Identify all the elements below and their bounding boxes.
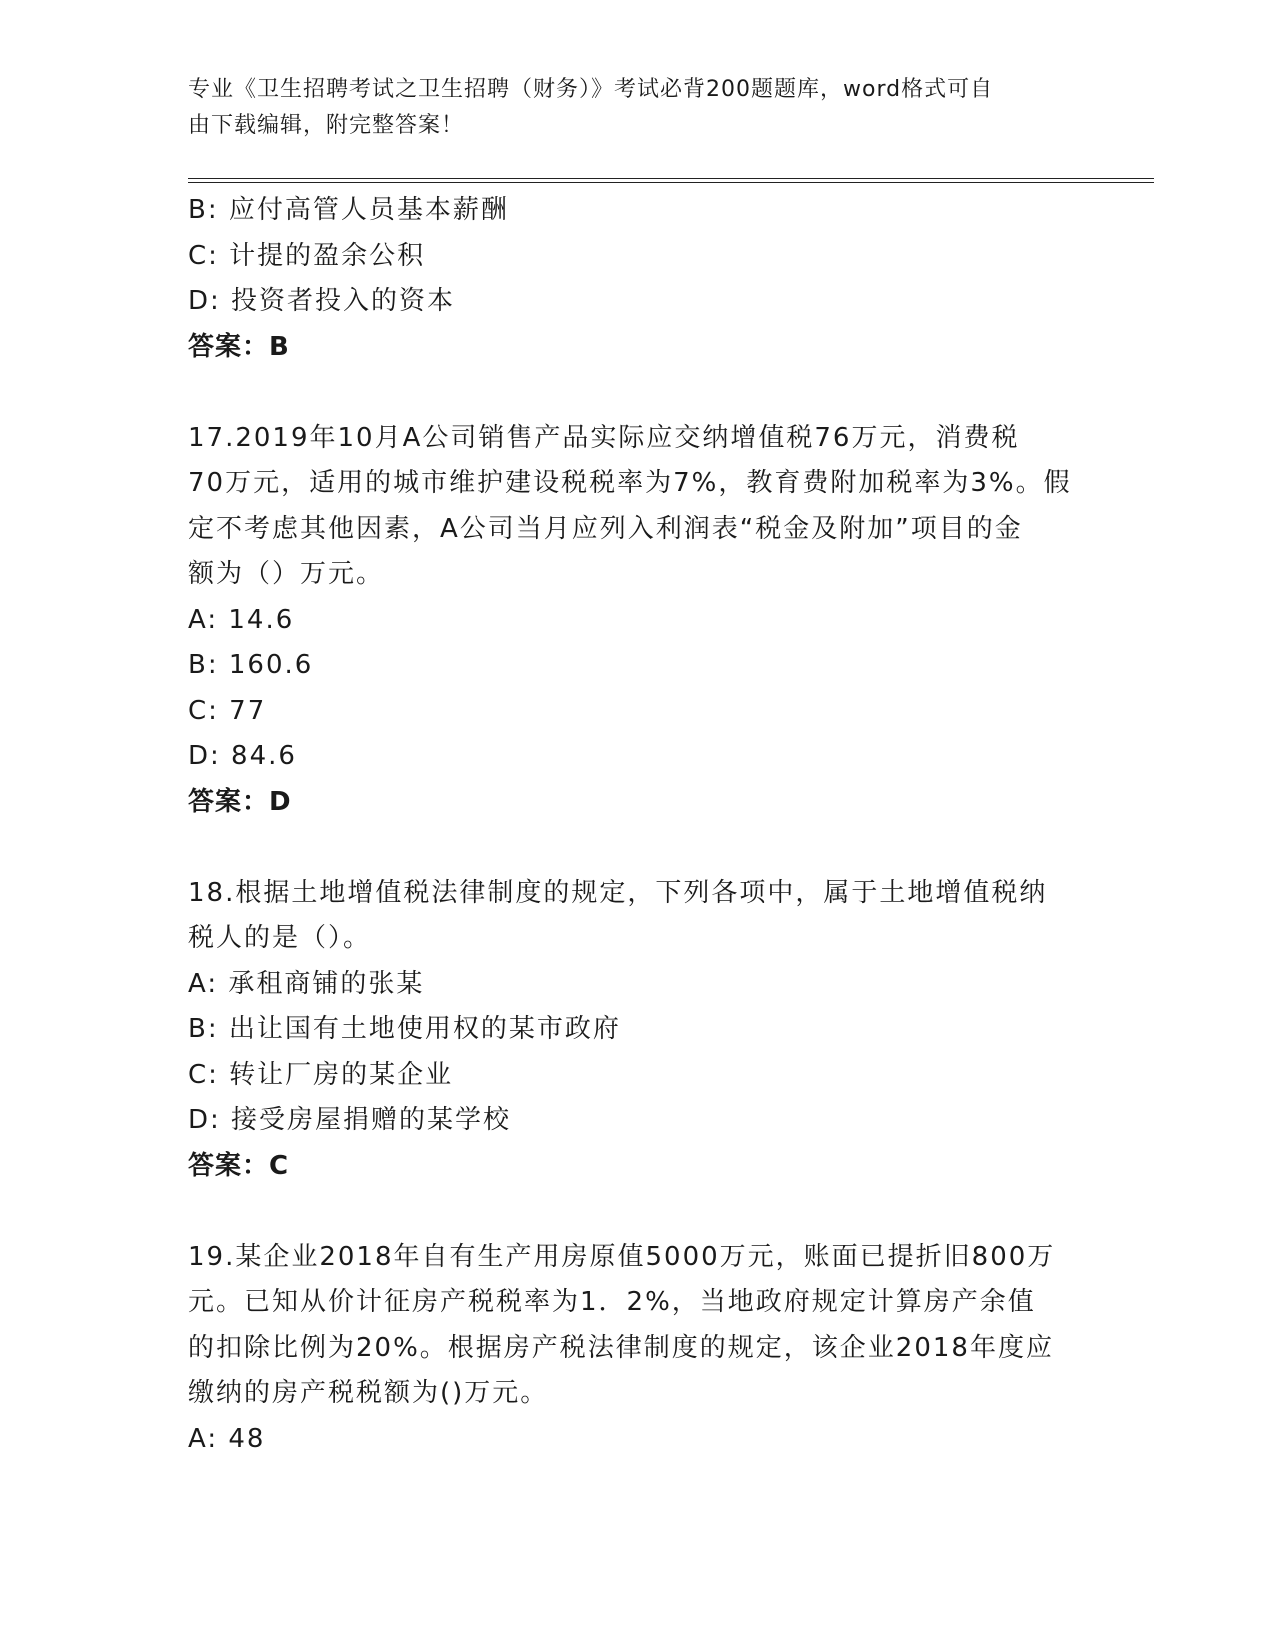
option-line: D: 接受房屋捐赠的某学校 <box>188 1105 512 1135</box>
option-line: D: 84.6 <box>188 741 297 771</box>
option-line: A: 14.6 <box>188 604 295 635</box>
option-line: A: 承租商铺的张某 <box>188 968 425 999</box>
option-line: B: 160.6 <box>188 650 314 680</box>
header-line-1: 专业《卫生招聘考试之卫生招聘（财务）》考试必背200题题库，word格式可自 <box>188 77 994 102</box>
header-line-2: 由下载编辑，附完整答案！ <box>188 113 465 138</box>
document-header <box>188 72 1088 144</box>
question-stem-line: 元。已知从价计征房产税税率为1．2%，当地政府规定计算房产余值 <box>188 1287 1036 1317</box>
question-stem-line: 19.某企业2018年自有生产用房原值5000万元，账面已提折旧800万 <box>188 1241 1056 1272</box>
option-line: D: 投资者投入的资本 <box>188 286 456 316</box>
option-line: A: 48 <box>188 1423 266 1454</box>
option-line: C: 计提的盈余公积 <box>188 240 426 271</box>
question-stem-line: 缴纳的房产税税额为()万元。 <box>188 1378 549 1408</box>
header-rule-bottom <box>188 182 1154 183</box>
question-stem-line: 18.根据土地增值税法律制度的规定，下列各项中，属于土地增值税纳 <box>188 877 1048 908</box>
header-rule-top <box>188 178 1154 179</box>
option-line: B: 出让国有土地使用权的某市政府 <box>188 1014 621 1044</box>
option-line: C: 77 <box>188 695 267 726</box>
answer-line: 答案：D <box>188 786 292 817</box>
question-stem-line: 的扣除比例为20%。根据房产税法律制度的规定，该企业2018年度应 <box>188 1332 1054 1363</box>
option-line: B: 应付高管人员基本薪酬 <box>188 195 509 225</box>
answer-line: 答案：C <box>188 1150 290 1181</box>
option-line: C: 转让厂房的某企业 <box>188 1059 454 1090</box>
answer-line: 答案：B <box>188 331 290 362</box>
question-stem-line: 70万元，适用的城市维护建设税税率为7%，教育费附加税率为3%。假 <box>188 468 1072 498</box>
question-stem-line: 税人的是（）。 <box>188 923 372 953</box>
question-stem-line: 17.2019年10月A公司销售产品实际应交纳增值税76万元，消费税 <box>188 422 1020 453</box>
question-stem-line: 额为（）万元。 <box>188 559 385 589</box>
question-content <box>188 188 1088 1462</box>
question-stem-line: 定不考虑其他因素，A公司当月应列入利润表“税金及附加”项目的金 <box>188 513 1023 544</box>
